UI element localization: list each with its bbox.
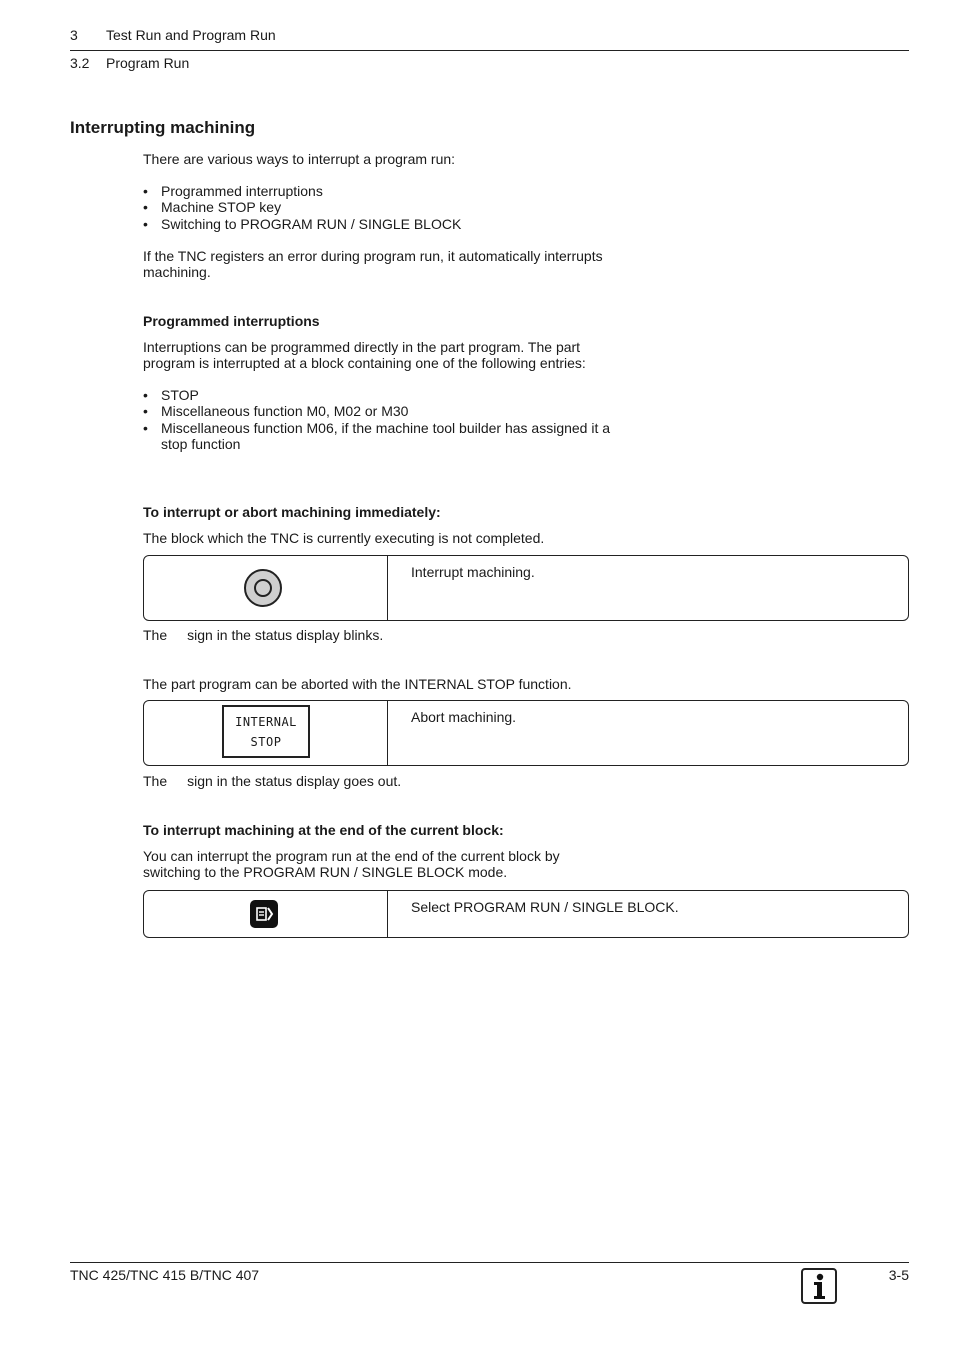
- step-box-single-block: [143, 890, 909, 938]
- programmed-text-line: program is interrupted at a block containing one of the following entries:: [143, 355, 586, 371]
- status-note-post: sign in the status display goes out.: [187, 773, 402, 789]
- step-key-cell: [144, 556, 388, 620]
- list-item: • Machine STOP key: [143, 199, 623, 215]
- programmed-text: [143, 339, 633, 371]
- list-item: • Switching to PROGRAM RUN / SINGLE BLOCK: [143, 216, 623, 232]
- list-item: • Miscellaneous function M0, M02 or M30: [143, 403, 613, 419]
- header-rule: [70, 50, 909, 51]
- info-icon: [801, 1268, 837, 1304]
- section-number: 3.2: [70, 55, 90, 71]
- step-key-cell: [144, 701, 388, 765]
- programmed-heading: Programmed interruptions: [143, 313, 320, 329]
- error-note: [143, 248, 633, 280]
- immediate-text: The block which the TNC is currently executing is not completed.: [143, 530, 545, 546]
- programmed-text-line: Interruptions can be programmed directly in the part program. The part: [143, 339, 581, 355]
- page-number: 3-5: [888, 1267, 909, 1283]
- programmed-entries-list: [143, 387, 613, 453]
- interrupt-ways-list: [143, 183, 623, 232]
- end-block-text: [143, 848, 633, 880]
- footer-model: TNC 425/TNC 415 B/TNC 407: [70, 1267, 260, 1283]
- chapter-header: [70, 26, 276, 44]
- abort-text: The part program can be aborted with the INTERNAL STOP function.: [143, 676, 572, 692]
- step-label: Abort machining.: [411, 709, 517, 725]
- footer-rule: [70, 1262, 909, 1263]
- end-block-text-line: You can interrupt the program run at the end of the current block by: [143, 848, 560, 864]
- chapter-number: 3: [70, 27, 78, 43]
- status-note-blinks: [143, 627, 633, 643]
- internal-stop-softkey: [222, 705, 310, 758]
- step-box-interrupt: [143, 555, 909, 621]
- status-note-pre: The: [143, 773, 168, 789]
- page-title: Interrupting machining: [70, 118, 256, 137]
- immediate-heading: To interrupt or abort machining immediately:: [143, 504, 441, 520]
- list-item: • Miscellaneous function M06, if the machine tool builder has assigned it a stop function: [143, 420, 613, 453]
- softkey-line: INTERNAL: [235, 715, 297, 729]
- end-block-heading: To interrupt machining at the end of the current block:: [143, 822, 504, 838]
- single-block-mode-key-icon: [250, 900, 278, 928]
- machine-stop-key-icon: [244, 569, 282, 607]
- step-label: Select PROGRAM RUN / SINGLE BLOCK.: [411, 899, 679, 915]
- status-note-post: sign in the status display blinks.: [187, 627, 384, 643]
- chapter-title: Test Run and Program Run: [106, 27, 276, 43]
- list-item: • STOP: [143, 387, 613, 403]
- status-note-pre: The: [143, 627, 168, 643]
- section-title: Program Run: [106, 55, 190, 71]
- end-block-text-line: switching to the PROGRAM RUN / SINGLE BLOCK mode.: [143, 864, 508, 880]
- softkey-line: STOP: [250, 735, 282, 749]
- section-header: [70, 54, 189, 72]
- error-note-line: machining.: [143, 264, 211, 280]
- step-box-abort: [143, 700, 909, 766]
- step-key-cell: [144, 891, 388, 937]
- error-note-line: If the TNC registers an error during program run, it automatically interrupts: [143, 248, 603, 264]
- step-label: Interrupt machining.: [411, 564, 535, 580]
- intro-text: There are various ways to interrupt a program run:: [143, 151, 456, 167]
- status-note-goes-out: [143, 773, 633, 789]
- list-item: • Programmed interruptions: [143, 183, 623, 199]
